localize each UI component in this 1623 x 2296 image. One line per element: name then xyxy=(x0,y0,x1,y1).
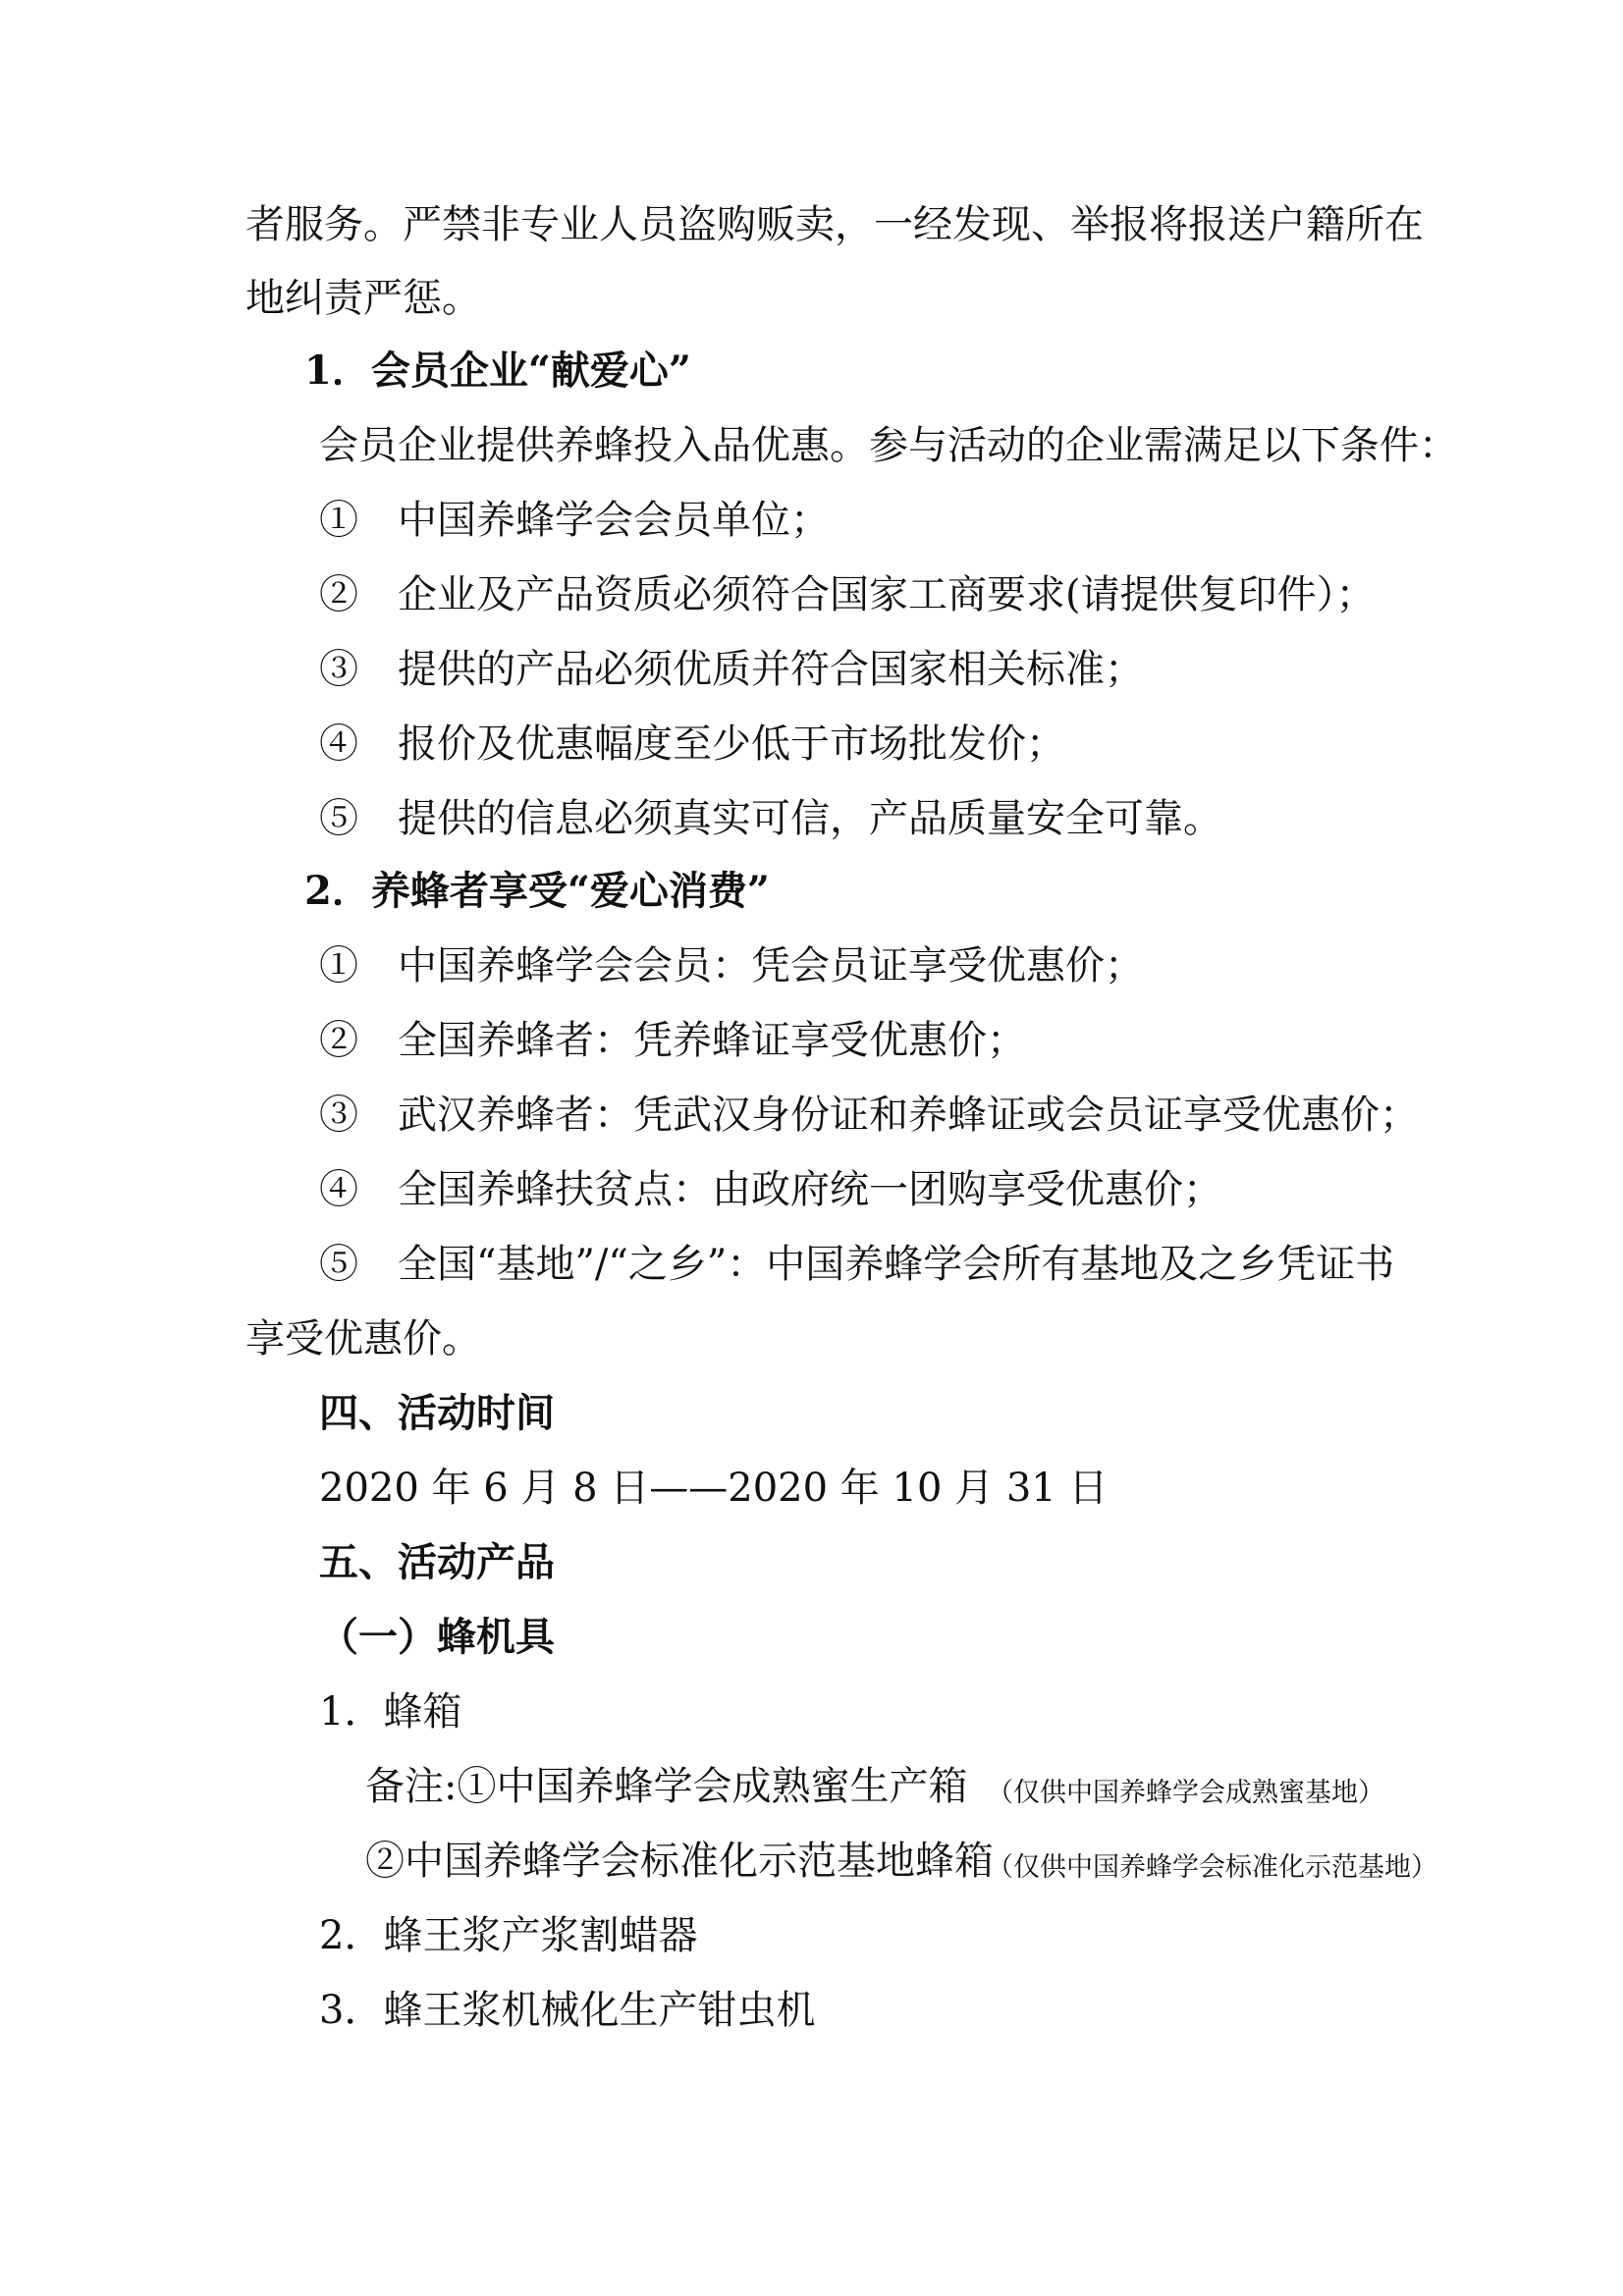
list-item: ④ 全国养蜂扶贫点：由政府统一团购享受优惠价； xyxy=(319,1167,1222,1212)
note-line: ②中国养蜂学会标准化示范基地蜂箱 xyxy=(365,1839,994,1884)
section-heading: 五、活动产品 xyxy=(319,1539,555,1585)
list-item: ④ 报价及优惠幅度至少低于市场批发价； xyxy=(319,721,1065,767)
list-item: 3．蜂王浆机械化生产钳虫机 xyxy=(319,1988,816,2033)
section-heading: 1．会员企业“献爱心” xyxy=(304,347,691,394)
date-range: 2020 年 6 月 8 日——2020 年 10 月 31 日 xyxy=(319,1466,1109,1511)
paragraph-line: 会员企业提供养蜂投入品优惠。参与活动的企业需满足以下条件： xyxy=(319,423,1458,468)
list-item: 2．蜂王浆产浆割蜡器 xyxy=(319,1913,698,1958)
paragraph-line: 享受优惠价。 xyxy=(245,1316,481,1362)
list-item: ③ 提供的产品必须优质并符合国家相关标准； xyxy=(319,647,1144,692)
list-item: 1．蜂箱 xyxy=(319,1689,462,1735)
list-item: ① 中国养蜂学会会员单位； xyxy=(319,498,830,543)
list-item: ② 企业及产品资质必须符合国家工商要求(请提供复印件）； xyxy=(319,572,1376,617)
paragraph-line: 地纠责严惩。 xyxy=(245,276,481,321)
list-item: ⑤ 提供的信息必须真实可信，产品质量安全可靠。 xyxy=(319,796,1222,841)
list-item: ① 中国养蜂学会会员：凭会员证享受优惠价； xyxy=(319,943,1144,988)
section-heading: 2．养蜂者享受“爱心消费” xyxy=(304,868,770,914)
list-item: ⑤ 全国“基地”/“之乡”：中国养蜂学会所有基地及之乡凭证书 xyxy=(319,1242,1395,1287)
note-annotation: （仅供中国养蜂学会标准化示范基地） xyxy=(987,1852,1437,1883)
paragraph-line: 者服务。严禁非专业人员盗购贩卖，一经发现、举报将报送户籍所在 xyxy=(245,202,1424,247)
list-item: ③ 武汉养蜂者：凭武汉身份证和养蜂证或会员证享受优惠价； xyxy=(319,1093,1419,1138)
note-annotation: （仅供中国养蜂学会成熟蜜基地） xyxy=(987,1778,1384,1808)
note-line: 备注:①中国养蜂学会成熟蜜生产箱 xyxy=(365,1764,968,1809)
list-item: ② 全国养蜂者：凭养蜂证享受优惠价； xyxy=(319,1018,1026,1063)
subsection-heading: （一）蜂机具 xyxy=(319,1614,555,1660)
section-heading: 四、活动时间 xyxy=(319,1390,555,1436)
